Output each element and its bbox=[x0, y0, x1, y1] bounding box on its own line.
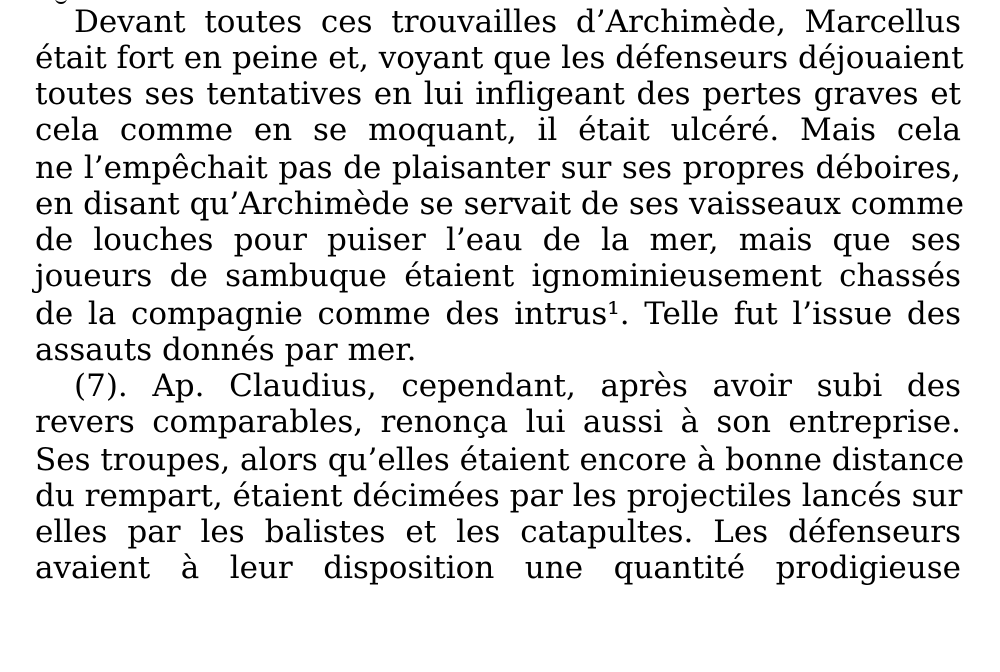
text-line: assauts donnés par mer. bbox=[35, 332, 417, 368]
text-line: toutes ses tentatives en lui infligeant des pertes graves et bbox=[35, 76, 961, 112]
text-line: revers comparables, renonça lui aussi à son entreprise. bbox=[35, 404, 961, 440]
text-line: avaient à leur disposition une quantité prodigieuse bbox=[35, 550, 961, 586]
text-line: de la compagnie comme des intrus¹. Telle fut l’issue des bbox=[35, 296, 961, 332]
text-line: joueurs de sambuque étaient ignominieusement chassés bbox=[35, 258, 961, 294]
text-line: Ses troupes, alors qu’elles étaient encore à bonne distance bbox=[35, 442, 965, 478]
text-line: du rempart, étaient décimées par les projectiles lancés sur bbox=[35, 478, 963, 514]
cropped-letter-fragment bbox=[55, 0, 67, 4]
text-line: Devant toutes ces trouvailles d’Archimède, Marcellus bbox=[74, 4, 961, 40]
text-line: ne l’empêchait pas de plaisanter sur ses propres déboires, bbox=[35, 150, 961, 186]
text-line: en disant qu’Archimède se servait de ses vaisseaux comme bbox=[35, 186, 964, 222]
text-line: elles par les balistes et les catapultes. Les défenseurs bbox=[35, 514, 961, 550]
text-line: de louches pour puiser l’eau de la mer, mais que ses bbox=[35, 222, 961, 258]
text-line: cela comme en se moquant, il était ulcéré. Mais cela bbox=[35, 112, 961, 148]
text-line: était fort en peine et, voyant que les défenseurs déjouaient bbox=[35, 40, 964, 76]
text-line: (7). Ap. Claudius, cependant, après avoir subi des bbox=[74, 368, 961, 404]
